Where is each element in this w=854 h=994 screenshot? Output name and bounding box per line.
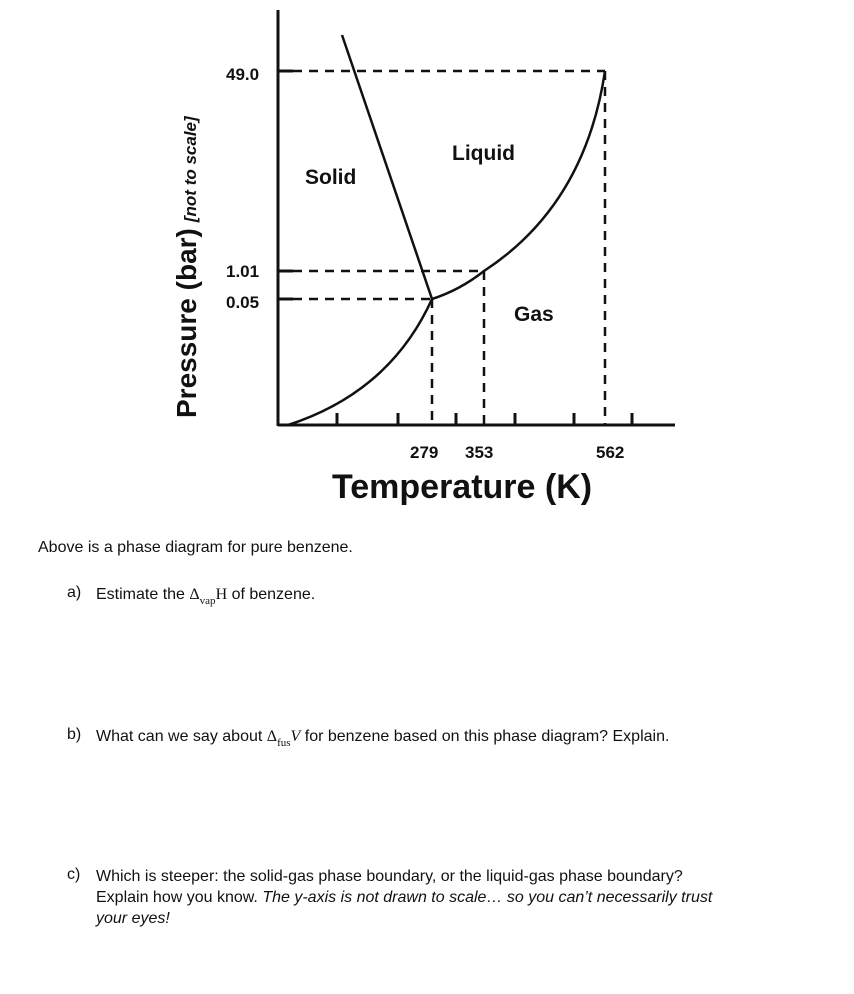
solid-gas-boundary <box>288 299 432 425</box>
y-tick-label-0.05: 0.05 <box>226 293 260 312</box>
region-label-solid: Solid <box>305 166 357 189</box>
y-tick-label-1.01: 1.01 <box>226 262 260 281</box>
x-tick-label-279: 279 <box>410 443 439 462</box>
question-b-label: b) <box>67 726 82 743</box>
intro-text: Above is a phase diagram for pure benzene. <box>38 539 353 556</box>
liquid-gas-boundary <box>432 71 605 299</box>
x-tick-label-353: 353 <box>465 443 494 462</box>
x-tick-label-562: 562 <box>596 443 625 462</box>
y-axis-title: Pressure (bar)[not to scale] <box>171 116 202 418</box>
question-c-label: c) <box>67 866 81 883</box>
question-a-label: a) <box>67 584 82 601</box>
y-tick-label-49: 49.0 <box>226 65 260 84</box>
region-label-gas: Gas <box>514 303 554 326</box>
region-label-liquid: Liquid <box>452 142 515 165</box>
question-c-text: Which is steeper: the solid-gas phase boundary, or the liquid-gas phase boundary? Explain how you know. The y-axis is not drawn to scale… so you can’t necessarily trust your eyes! <box>96 868 713 927</box>
question-b-text: What can we say about $\Delta_{fus}V$ for benzene based on this phase diagram? Explain. <box>96 728 670 749</box>
y-axis-scale-note: [not to scale] <box>181 116 200 223</box>
question-a-text: Estimate the $\Delta_{vap}H$ of benzene. <box>96 586 316 607</box>
x-axis-title: Temperature (K) <box>332 468 593 506</box>
